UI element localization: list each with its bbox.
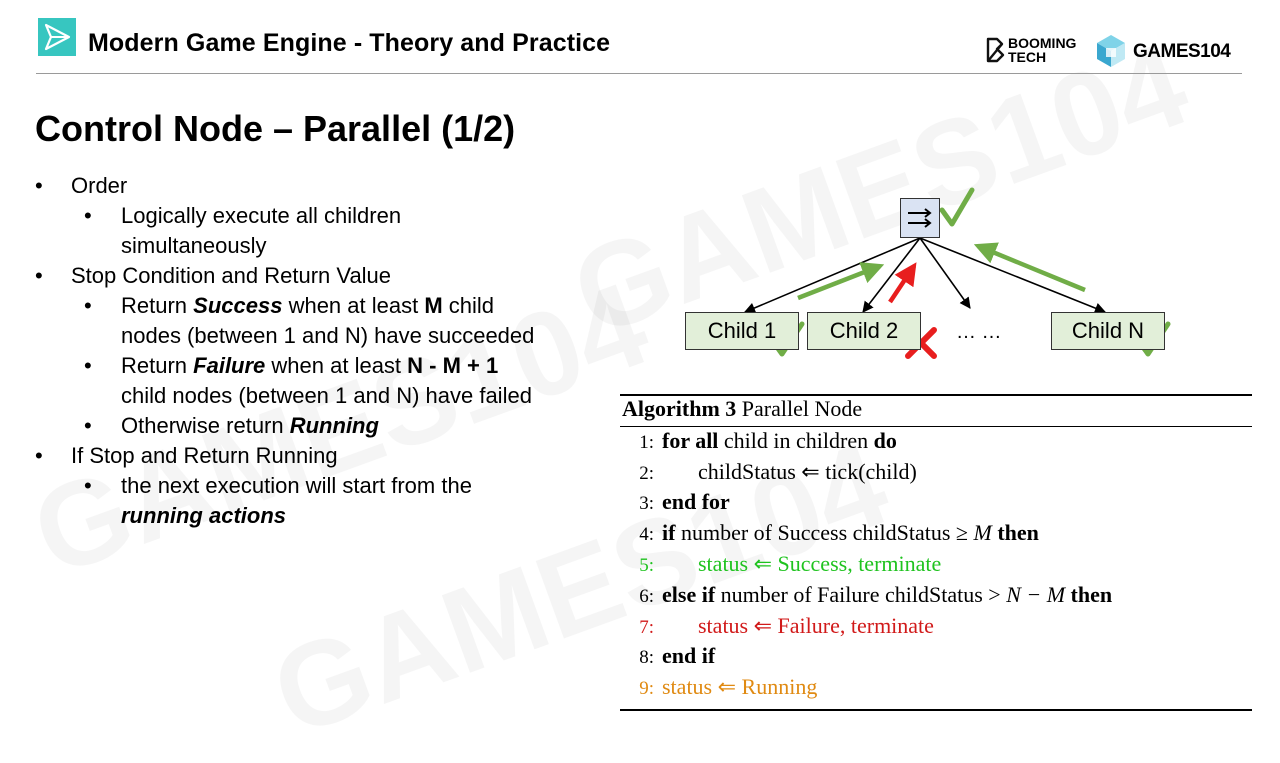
bullet-running-actions: running actions [121,503,286,528]
bullet-logically-execute: Logically execute all children [121,203,402,228]
games104-text: GAMES104 [1133,41,1231,62]
algorithm-bottom-rule [620,709,1252,711]
bullet-failure-detail: child nodes (between 1 and N) have failed [121,383,532,408]
bullet-dot: • [84,353,92,378]
bullet-dot: • [84,203,92,228]
algorithm-title: Algorithm 3 Parallel Node [622,396,863,421]
edge-childN [920,238,1105,312]
algorithm-line-9: 9: status ⇐ Running [639,674,818,699]
bullet-dot: • [35,443,43,468]
header-divider [36,73,1242,74]
algorithm-line-5: 5: status ⇐ Success, terminate [639,551,942,576]
algorithm-line-8: 8: end if [639,643,716,668]
algorithm-line-6: 6: else if number of Failure childStatus > N − M then [639,582,1113,607]
bullet-dot: • [84,413,92,438]
algorithm-line-4: 4: if number of Success childStatus ≥ M then [639,520,1039,545]
slide-title: Control Node – Parallel (1/2) [35,108,516,149]
bullet-stop-condition: Stop Condition and Return Value [71,263,392,288]
bullet-next-execution: the next execution will start from the [121,473,472,498]
bullet-success-detail: nodes (between 1 and N) have succeeded [121,323,535,348]
algorithm-line-7: 7: status ⇐ Failure, terminate [639,613,934,638]
cube-icon [1094,33,1128,69]
booming-b-icon [985,36,1007,64]
child-node-2: Child 2 [807,312,921,350]
bullet-simultaneously: simultaneously [121,233,267,258]
slide-header [0,0,1280,78]
child-ellipsis: … … [956,321,1002,343]
parallel-node [900,198,940,238]
games104-logo [1094,33,1244,69]
algorithm-line-2: 2: childStatus ⇐ tick(child) [639,459,917,484]
algorithm-line-1: 1: for all child in children do [639,428,897,453]
course-title: Modern Game Engine - Theory and Practice [88,29,611,57]
bullet-order: Order [71,173,128,198]
child-node-1: Child 1 [685,312,799,350]
success-arrow [798,266,880,298]
play-logo-icon [38,18,76,56]
parallel-arrows-icon [901,199,939,237]
bullet-otherwise-running: Otherwise return Running [121,413,379,438]
check-icon [942,190,972,224]
bullet-dot: • [84,473,92,498]
booming-tech-text: BOOMING TECH [1008,35,1077,65]
booming-tech-logo [985,36,1085,68]
bullet-return-failure: Return Failure when at least N - M + 1 [121,353,499,378]
edge-child1 [745,238,920,312]
bullet-dot: • [35,173,43,198]
bullet-return-success: Return Success when at least M child [121,293,495,318]
bullet-if-stop: If Stop and Return Running [71,443,338,468]
child-node-n: Child N [1051,312,1165,350]
bullet-dot: • [84,293,92,318]
algorithm-line-3: 3: end for [639,489,730,514]
bullet-dot: • [35,263,43,288]
parallel-tree-diagram [600,180,1250,375]
